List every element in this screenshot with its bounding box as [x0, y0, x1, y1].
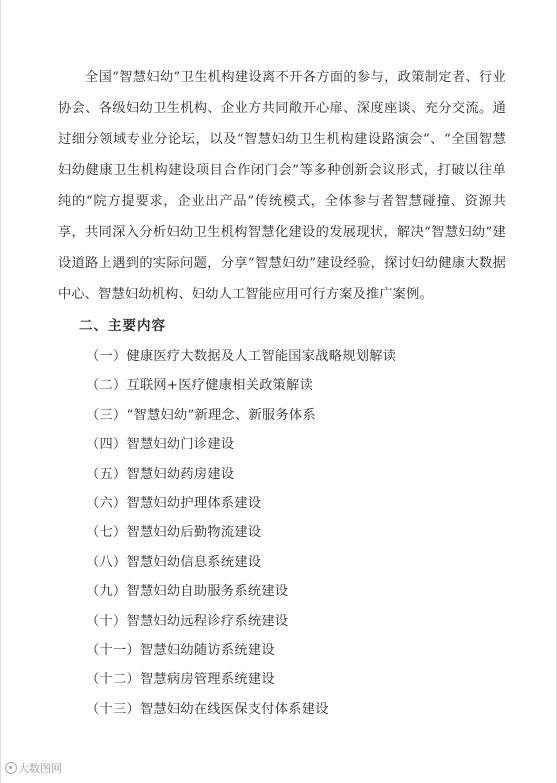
- list-item: （三）“智慧妇幼”新理念、新服务体系: [86, 407, 316, 423]
- list-item: （七）智慧妇幼后勤物流建设: [86, 525, 262, 541]
- list-item: （八）智慧妇幼信息系统建设: [86, 554, 262, 570]
- list-item: （十二）智慧病房管理系统建设: [86, 672, 275, 688]
- watermark: [5, 760, 62, 776]
- list-item: （十三）智慧妇幼在线医保支付体系建设: [86, 701, 329, 717]
- list-item: （十）智慧妇幼远程诊疗系统建设: [86, 613, 289, 629]
- list-item: （五）智慧妇幼药房建设: [86, 466, 235, 482]
- section-heading: 二、主要内容: [79, 318, 166, 334]
- watermark-text: 大数图网: [18, 762, 62, 775]
- list-item: （一）健康医疗大数据及人工智能国家战略规划解读: [86, 349, 397, 364]
- body-paragraph: 全国“智慧妇幼”卫生机构建设离不开各方面的参与，政策制定者、行业协会、各级妇幼卫生机构、企业方共同敞开心扉、深度座谈、充分交流。通过细分领域专业分论坛，以及“智慧妇幼卫生机构建设路演会”、“全国智慧妇幼健康卫生机构建设项目合作闭门会”等多种创新会议形式，打破以往单纯的“院方提要求，企业出产品”传统模式，全体参与者智慧碰撞、资源共享，共同深入分析妇幼卫生机构智慧化建设的发展现状，解决“智慧妇幼”建设道路上遇到的实际问题，分享“智慧妇幼”建设经验，探讨妇幼健康大数据中心、智慧妇幼机构、妇幼人工智能应用可行方案及推广案例。: [58, 70, 506, 302]
- list-item: （四）智慧妇幼门诊建设: [86, 437, 235, 453]
- watermark-logo-icon: [5, 762, 17, 774]
- list-item: （十一）智慧妇幼随访系统建设: [86, 642, 275, 658]
- list-item: （六）智慧妇幼护理体系建设: [86, 495, 262, 511]
- list-item: （二）互联网+医疗健康相关政策解读: [86, 378, 314, 394]
- content-list: [86, 342, 396, 724]
- list-item: （九）智慧妇幼自助服务系统建设: [86, 584, 289, 600]
